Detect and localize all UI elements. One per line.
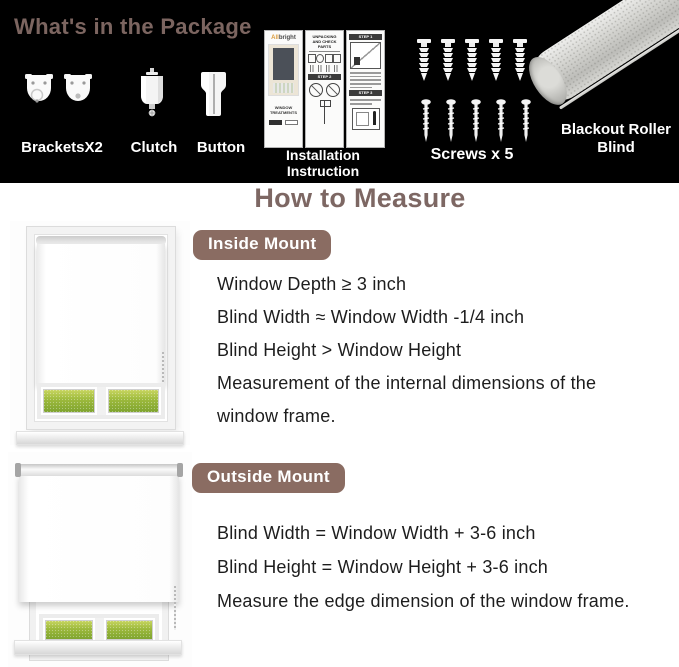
screw-icon [421, 99, 431, 143]
cover-badges [265, 120, 302, 125]
window-frame [27, 227, 175, 429]
button-illustration [200, 70, 228, 118]
window-tool-diagram [352, 108, 380, 130]
screw-icon [496, 99, 506, 143]
window-sill [14, 640, 182, 655]
window-pane [45, 620, 93, 640]
blind-fabric [37, 244, 165, 385]
button-icon [200, 70, 228, 118]
window-mullion [97, 387, 106, 415]
pole-diagram [314, 100, 336, 124]
bracket-icon [63, 72, 93, 112]
window-sill [16, 431, 184, 445]
button-label: Button [196, 139, 246, 156]
cover-caption: WINDOW TREATMENTS [269, 105, 298, 115]
clutch-label: Clutch [130, 139, 178, 156]
package-contents-section [0, 0, 679, 183]
screws-row [421, 99, 531, 143]
screws-label: Screws x 5 [430, 146, 514, 163]
brackets-illustration [24, 72, 93, 112]
instruction-text-lines [350, 99, 381, 104]
window-pane [108, 389, 160, 413]
window-panes [37, 383, 165, 419]
inside-mount-photo [10, 221, 190, 445]
anchor-icon [440, 39, 456, 82]
measure-title: How to Measure [254, 183, 466, 213]
outside-mount-badge: Outside Mount [192, 463, 345, 493]
rolled-blind-fabric [522, 0, 679, 111]
screw-icon [521, 99, 531, 143]
instruction-label: Installation Instruction [286, 147, 360, 179]
pull-chain [174, 586, 176, 630]
step3-bar: STEP 3 [349, 90, 382, 96]
booklet-right-panel [346, 30, 385, 148]
bracket-icon [24, 72, 54, 112]
anchor-icon [416, 39, 432, 82]
screw-icon [446, 99, 456, 143]
spec-line: Blind Height > Window Height [217, 340, 462, 360]
blind-roller [16, 464, 182, 476]
spec-line: Measure the edge dimension of the window frame. [217, 590, 630, 611]
outside-mount-specs [217, 516, 630, 618]
spec-line: Blind Height = Window Height + 3-6 inch [217, 556, 548, 577]
step1-bar: STEP 1 [349, 34, 382, 40]
window-mullion [95, 618, 104, 642]
cover-photo [268, 44, 299, 96]
instruction-text-lines [350, 72, 381, 88]
blind-label: Blackout Roller Blind [560, 121, 672, 156]
anchor-icon [488, 39, 504, 82]
spec-line: Measurement of the internal dimensions of the [217, 373, 597, 393]
inside-mount-specs [217, 268, 596, 433]
rotation-diagrams [308, 83, 341, 97]
clutch-icon [136, 68, 168, 118]
package-title: What's in the Package [14, 14, 252, 39]
inside-mount-badge: Inside Mount [193, 230, 331, 260]
anchor-icon [512, 39, 528, 82]
booklet-cover-panel [264, 30, 303, 148]
outside-mount-photo [8, 452, 192, 667]
clutch-illustration [136, 68, 168, 118]
screw-icon [471, 99, 481, 143]
installation-booklet [264, 30, 385, 148]
anchor-icon [464, 39, 480, 82]
cover-blind-image [273, 48, 294, 80]
brand-logo: Allbright [271, 35, 296, 41]
spec-line: Window Depth ≥ 3 inch [217, 274, 407, 294]
spec-line: Blind Width = Window Width + 3-6 inch [217, 522, 536, 543]
spec-line: window frame. [217, 406, 336, 426]
spec-line: Blind Width ≈ Window Width -1/4 inch [217, 307, 525, 327]
wall-anchors-row [416, 39, 528, 82]
mounting-diagram [350, 42, 381, 69]
parts-icons-row [308, 54, 341, 63]
cover-plant-image [273, 83, 294, 93]
window-pane [43, 389, 95, 413]
parts-row [309, 65, 340, 72]
booklet-middle-panel [305, 30, 344, 148]
unpacking-header: UNPACKING AND CHECK PARTS [312, 34, 337, 49]
blind-fabric [19, 474, 179, 602]
step2-bar: STEP 2 [308, 74, 341, 80]
window-pane [106, 620, 154, 640]
brackets-label: BracketsX2 [21, 139, 103, 156]
